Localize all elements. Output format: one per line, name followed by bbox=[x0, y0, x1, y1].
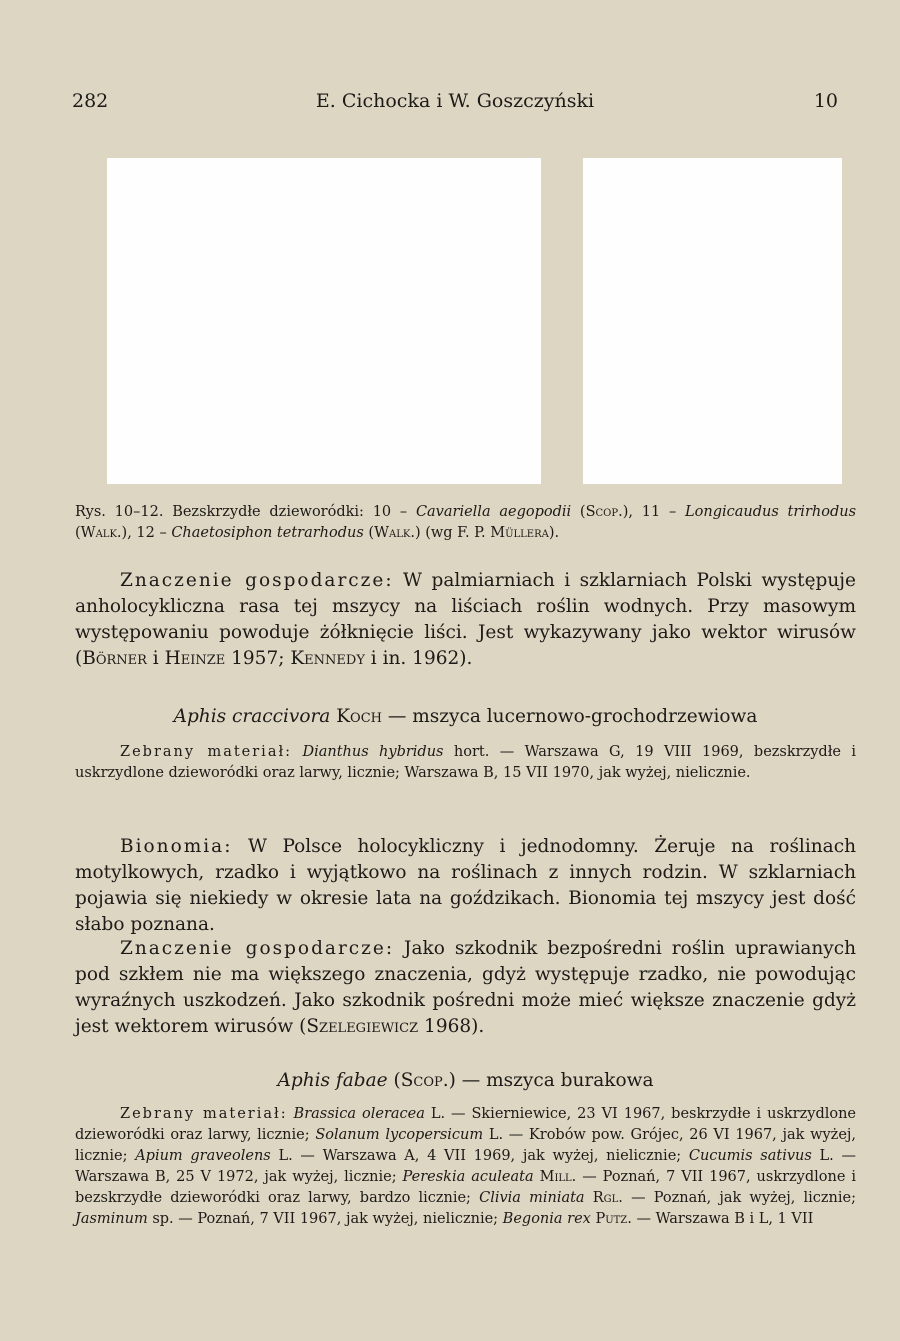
species-name: Longicaudus trirhodus bbox=[685, 504, 857, 520]
species-name: Cucumis sativus bbox=[688, 1148, 812, 1164]
species-name: Clivia miniata bbox=[479, 1190, 585, 1206]
figure-11-image bbox=[583, 158, 842, 484]
bionomics-paragraph bbox=[75, 834, 856, 938]
paragraph-text: i in. 1962). bbox=[364, 648, 473, 669]
caption-text: ) (wg F. P. bbox=[414, 525, 491, 541]
author-name: Scop. bbox=[585, 504, 623, 520]
author-name: Walk. bbox=[80, 525, 122, 541]
economic-significance-paragraph-1 bbox=[75, 568, 856, 672]
section-label: Znaczenie gospodarcze: bbox=[120, 570, 394, 591]
punctuation: ( bbox=[387, 1070, 401, 1091]
figure-caption bbox=[75, 502, 856, 544]
paragraph-text: Jako szkodnik bezpośredni roślin uprawianych pod szkłem nie ma większego znaczenia, gdyż występuje rzadko, nie powodując wyraźnych uszkodzeń. Jako szkodnik pośredni może mieć większe znaczenie gdyż jest wektorem wirusów ( bbox=[75, 938, 856, 1037]
caption-text: ( bbox=[363, 525, 375, 541]
page-number: 282 bbox=[72, 90, 109, 112]
species-heading-aphis-fabae bbox=[75, 1068, 856, 1094]
author-name: Kennedy bbox=[290, 648, 365, 669]
section-label: Zebrany materiał: bbox=[120, 1106, 288, 1122]
author-name: Rgl. bbox=[592, 1190, 623, 1206]
author-name: Heinze bbox=[164, 648, 226, 669]
caption-text: ( bbox=[571, 504, 586, 520]
paragraph-text: — Poznań, 7 VII 1967, uskrzydlone i bezskrzydłe dzieworódki oraz larwy, bardzo licznie; bbox=[75, 1169, 857, 1206]
punctuation: ) bbox=[448, 1070, 456, 1091]
collected-material-2 bbox=[75, 1104, 856, 1230]
species-name: Solanum lycopersicum bbox=[315, 1127, 484, 1143]
species-name: Brassica oleracea bbox=[293, 1106, 425, 1122]
running-header bbox=[72, 90, 838, 116]
species-name: Pereskia aculeata bbox=[402, 1169, 534, 1185]
caption-text: ( bbox=[75, 525, 81, 541]
caption-text: Rys. 10–12. Bezskrzydłe dzieworódki: 10 – bbox=[75, 504, 416, 520]
author-name: Walk. bbox=[374, 525, 415, 541]
caption-text: ), 12 – bbox=[121, 525, 172, 541]
paragraph-text: — Warszawa B i L, 1 VII bbox=[631, 1211, 814, 1227]
author-name: Mill. bbox=[539, 1169, 577, 1185]
figure-10-image bbox=[107, 158, 541, 484]
species-name: Chaetosiphon tetrarhodus bbox=[171, 525, 364, 541]
section-label: Zebrany materiał: bbox=[120, 744, 293, 760]
paragraph-text: W palmiarniach i szklarniach Polski występuje anholocykliczna rasa tej mszycy na liściach roślin wodnych. Przy masowym występowaniu powoduje żółknięcie liści. Jest wykazywany jako wektor wirusów ( bbox=[75, 570, 856, 669]
paragraph-text: L. — Skierniewice, 23 VI 1967, beskrzydłe i uskrzydlone dzieworódki oraz larwy, licznie; bbox=[75, 1106, 857, 1143]
common-name: — mszyca burakowa bbox=[455, 1070, 654, 1091]
economic-significance-paragraph-2 bbox=[75, 936, 856, 1040]
species-name: Aphis craccivora bbox=[173, 706, 331, 727]
author-name: Scop. bbox=[400, 1070, 449, 1091]
running-head-authors: E. Cichocka i W. Goszczyński bbox=[315, 90, 595, 112]
paragraph-text: — Poznań, jak wyżej, licznie; bbox=[622, 1190, 857, 1206]
paragraph-text: sp. — Poznań, 7 VII 1967, jak wyżej, nielicznie; bbox=[147, 1211, 503, 1227]
paragraph-text bbox=[585, 1190, 593, 1206]
paragraph-text: W Polsce holocykliczny i jednodomny. Żeruje na roślinach motylkowych, rzadko i wyjątkowo na roślinach z innych rodzin. W szklarniach pojawia się niekiedy w okresie lata na goździkach. Bionomia tej mszycy jest dość słabo poznana. bbox=[75, 836, 856, 935]
author-name: Börner bbox=[82, 648, 147, 669]
author-name: Putz. bbox=[595, 1211, 632, 1227]
caption-text: ). bbox=[548, 525, 560, 541]
paragraph-text: i bbox=[146, 648, 165, 669]
species-name: Begonia rex bbox=[502, 1211, 591, 1227]
paragraph-text: 1957; bbox=[225, 648, 291, 669]
section-label: Bionomia: bbox=[120, 836, 233, 857]
chapter-number: 10 bbox=[813, 90, 838, 112]
paragraph-text: L. — Warszawa B, 25 V 1972, jak wyżej, licznie; bbox=[75, 1148, 856, 1185]
paragraph-text: L. — Krobów pow. Grójec, 26 VI 1967, jak wyżej, licznie; bbox=[75, 1127, 857, 1164]
collected-material-1 bbox=[75, 742, 856, 784]
author-name: Müllera bbox=[490, 525, 549, 541]
caption-text: ), 11 – bbox=[622, 504, 685, 520]
species-name: Aphis fabae bbox=[277, 1070, 388, 1091]
author-name: Koch bbox=[336, 706, 382, 727]
species-name: Dianthus hybridus bbox=[302, 744, 444, 760]
paragraph-text: 1968). bbox=[418, 1016, 485, 1037]
paragraph-text: L. — Warszawa A, 4 VII 1969, jak wyżej, nielicznie; bbox=[270, 1148, 689, 1164]
common-name: — mszyca lucernowo-grochodrzewiowa bbox=[382, 706, 758, 727]
section-label: Znaczenie gospodarcze: bbox=[120, 938, 395, 959]
species-heading-aphis-craccivora bbox=[75, 704, 856, 730]
species-name: Jasminum bbox=[75, 1211, 148, 1227]
paragraph-text: hort. — Warszawa G, 19 VIII 1969, bezskrzydłe i uskrzydlone dzieworódki oraz larwy, licznie; Warszawa B, 15 VII 1970, jak wyżej, nielicznie. bbox=[75, 744, 857, 781]
species-name: Apium graveolens bbox=[135, 1148, 271, 1164]
author-name: Szelegiewicz bbox=[306, 1016, 419, 1037]
species-name: Cavariella aegopodii bbox=[415, 504, 572, 520]
